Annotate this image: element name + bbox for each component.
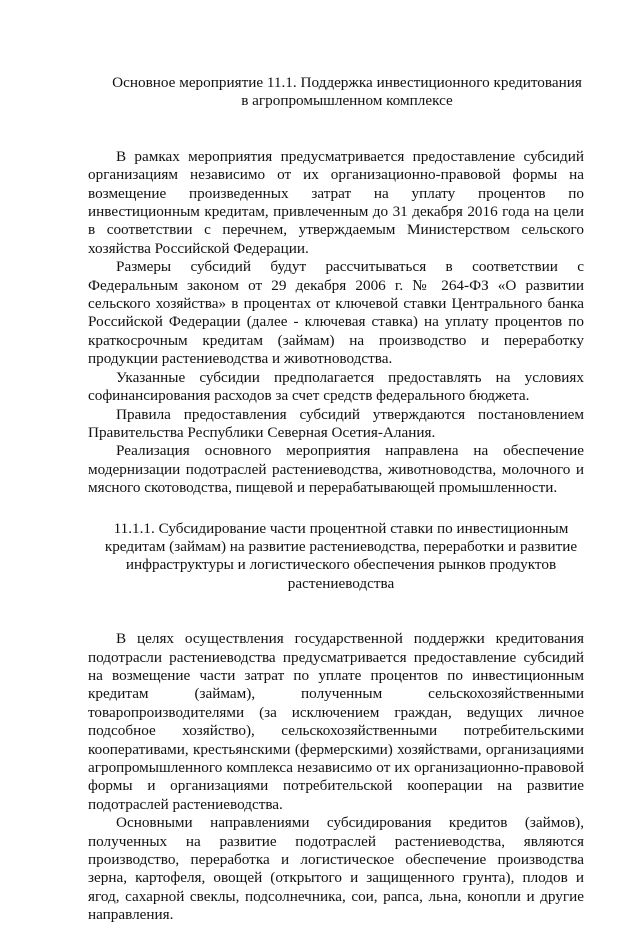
paragraph: Указанные субсидии предполагается предоставлять на условиях софинансирования расходов за счет средств федерального бюджета. <box>88 368 584 405</box>
paragraph: Основными направлениями субсидирования кредитов (займов), полученных на развитие подотраслей растениеводства, являются производство, переработка и логистическое обеспечение производства зерна, картофеля, овощей (открытого и защищенного грунта), плодов и ягод, сахарной свеклы, подсолнечника, сои, рапса, льна, конопли и другие направления. <box>88 814 584 924</box>
paragraph: В целях осуществления государственной поддержки кредитования подотрасли растениеводства предусматривается предоставление субсидий на возмещение части затрат по уплате процентов по инвестиционным кредитам (займам), полученным сельскохозяйственными товаропроизводителями (за исключением граждан, ведущих личное подсобное хозяйство), сельскохозяйственными потребительскими кооперативами, крестьянскими (фермерскими) хозяйствами, организациями агропромышленного комплекса независимо от их организационно-правовой формы и организациями потребительской кооперации на развитие подотраслей растениеводства. <box>88 630 584 813</box>
paragraph: Реализация основного мероприятия направлена на обеспечение модернизации подотраслей растениеводства, животноводства, молочного и мясного скотоводства, пищевой и перерабатывающей промышленности. <box>88 442 584 497</box>
paragraph: В рамках мероприятия предусматривается предоставление субсидий организациям независимо от их организационно-правовой формы на возмещение произведенных затрат на уплату процентов по инвестиционным кредитам, привлеченным до 31 декабря 2016 года на цели в соответствии с перечнем, утверждаемым Министерством сельского хозяйства Российской Федерации. <box>88 147 584 257</box>
paragraph: Правила предоставления субсидий утверждаются постановлением Правительства Республики Северная Осетия-Алания. <box>88 405 584 441</box>
paragraph: Размеры субсидий будут рассчитываться в соответствии с Федеральным законом от 29 декабря 2006 г. № 264-ФЗ «О развитии сельского хозяйства» в процентах от ключевой ставки Центрального банка Российской Федерации (далее - ключевая ставка) на уплату процентов по краткосрочным кредитам (займам) на производство и переработку продукции растениеводства и животноводства. <box>88 258 584 368</box>
subsection-title: 11.1.1. Субсидирование части процентной ставки по инвестиционным кредитам (займам) на развитие растениеводства, переработки и развитие инфраструктуры и логистического обеспечения рынков продуктов растениеводства <box>104 519 578 592</box>
spacer <box>88 593 584 630</box>
section-title: Основное мероприятие 11.1. Поддержка инвестиционного кредитования в агропромышленном комплексе <box>112 74 582 110</box>
document-page <box>88 74 584 925</box>
spacer <box>88 111 584 148</box>
spacer <box>88 498 584 520</box>
